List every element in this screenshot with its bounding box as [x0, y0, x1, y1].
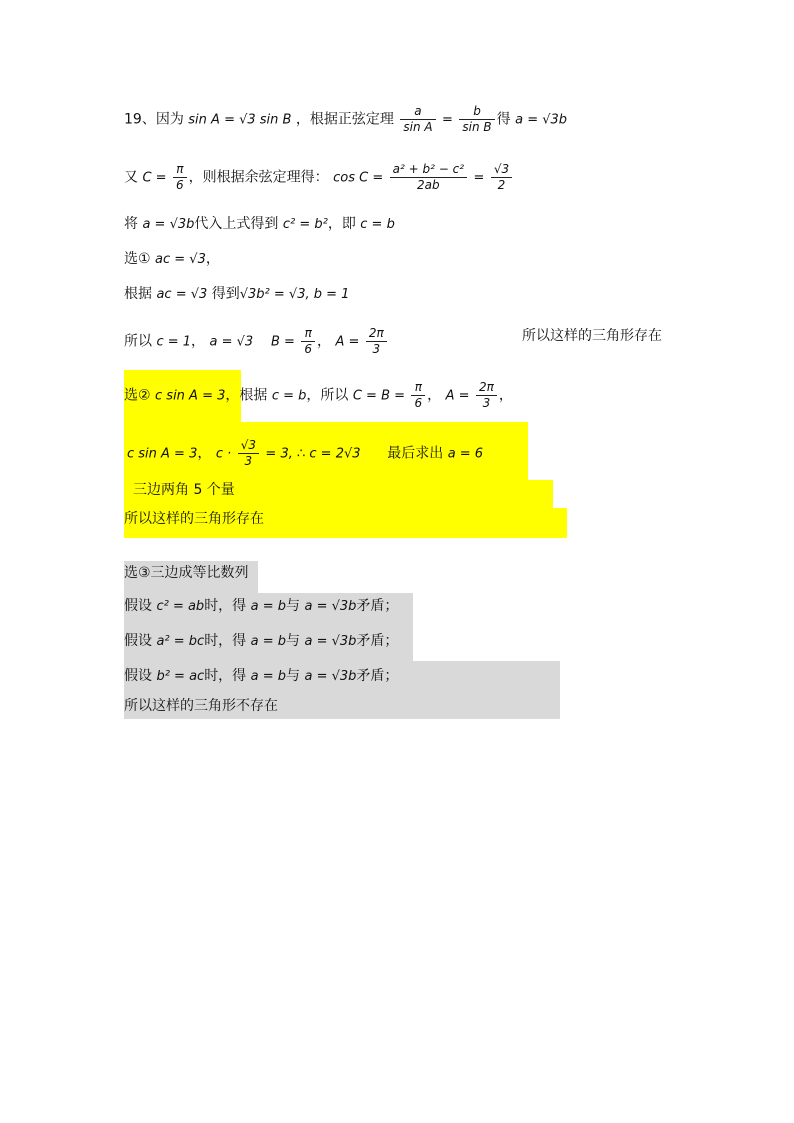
fraction-sqrt3-over-3: $\frac{√3}{3}$: [238, 438, 259, 469]
conclusion-text: 所以这样的三角形存在: [124, 511, 264, 527]
line-8: c sin A = 3， c · $\frac{√3}{3}$ = 3, ∴ c = 2√3 最后求出 a = 6: [127, 438, 484, 468]
problem-number: 19、: [124, 111, 156, 128]
conclusion-text: 所以这样的三角形不存在: [124, 698, 278, 714]
text: ，所以: [306, 387, 349, 404]
fraction-pi-over-6: $\frac{\pi}{6}$: [411, 380, 425, 411]
fraction-sqrt3-over-2: $\frac{√3}{2}$: [491, 162, 512, 193]
equation: c = 1: [156, 334, 192, 350]
equation: sin A = √3 sin B: [188, 112, 292, 128]
line-4: [124, 249, 220, 270]
equation: c² = b²: [282, 217, 328, 232]
line-12: [124, 596, 398, 617]
line-6-right: [522, 326, 662, 346]
line-15: [124, 696, 278, 716]
text: 三边两角 5 个量: [133, 482, 235, 498]
text: 选③三边成等比数列: [124, 565, 249, 581]
line-13: [124, 631, 398, 652]
equation: = 3, ∴ c = 2√3: [265, 446, 361, 462]
equation: B =: [270, 334, 295, 350]
fraction-cosine-law: $\frac{\text{a² + b² − c²}}{2ab}$: [390, 162, 467, 193]
equation: b² = ac: [156, 669, 205, 684]
equation: a = √3b: [515, 112, 568, 128]
equation: ac = √3: [155, 252, 206, 267]
line-11: [124, 563, 249, 583]
equation: a = b: [250, 599, 287, 614]
text: ，即: [327, 216, 356, 232]
text: 矛盾；: [356, 668, 399, 684]
text: 矛盾；: [356, 598, 399, 614]
text: 选①: [124, 251, 151, 267]
text: 代入上式得到: [194, 216, 279, 232]
text: 时，得: [204, 633, 247, 649]
conclusion-text: 所以这样的三角形存在: [522, 328, 662, 344]
line-14: [124, 666, 398, 687]
fraction-2pi-over-3: $\frac{2\pi}{3}$: [476, 380, 497, 411]
text: 与: [286, 633, 301, 649]
text: 根据: [124, 286, 152, 302]
fraction-a-over-sinA: $\frac{a}{\text{sin A}}$: [400, 104, 435, 135]
equation: c sin A = 3: [155, 388, 226, 404]
text: 所以: [124, 333, 152, 350]
text: 时，得: [204, 668, 247, 684]
equation: cos C =: [333, 170, 384, 186]
equation: √3b² = √3, b = 1: [239, 287, 350, 302]
equation: c = b: [360, 217, 395, 232]
line-9: [133, 480, 235, 500]
equation: c sin A = 3: [127, 446, 198, 462]
equation: A =: [335, 334, 360, 350]
text: 假设: [124, 633, 152, 649]
equation: a = √3b: [142, 217, 195, 232]
text: ，则根据余弦定理得：: [188, 169, 329, 186]
equation: a = √3b: [304, 599, 357, 614]
text: 因为: [155, 111, 184, 128]
line-7: 选② c sin A = 3，根据 c = b，所以 C = B = $\frac{\pi}{6}$ ， A = $\frac{2\pi}{3}$ ，: [124, 380, 513, 410]
fraction-2pi-over-3: $\frac{2\pi}{3}$: [366, 326, 387, 357]
text: 选②: [124, 387, 151, 404]
text: 得: [496, 111, 511, 128]
equation: ac = √3: [156, 287, 208, 302]
line-6: 所以 c = 1， a = √3 B = $\frac{\pi}{6}$ ， A = $\frac{2\pi}{3}$: [124, 326, 389, 357]
fraction-pi-over-6: $\frac{\pi}{6}$: [173, 162, 187, 193]
equation: a = b: [250, 669, 287, 684]
text: 最后求出: [387, 445, 444, 462]
equation: a = 6: [447, 446, 484, 462]
equation: c ·: [215, 446, 232, 462]
line-1: 19、因为 sin A = √3 sin B ，根据正弦定理 $\frac{a}{\text{sin A}}$ = $\frac{b}{\text{sin B}}$ 得 a = √3b: [124, 104, 568, 134]
equation: C =: [142, 170, 167, 186]
equation: a = √3: [209, 334, 254, 350]
equation: c = b: [271, 388, 307, 404]
equation: c² = ab: [156, 599, 205, 614]
fraction-b-over-sinB: $\frac{b}{\text{sin B}}$: [459, 104, 494, 135]
equation: a = b: [250, 634, 287, 649]
equation: C = B =: [352, 388, 406, 404]
text: 时，得: [204, 598, 247, 614]
text: ，根据正弦定理: [295, 111, 394, 128]
line-10: [124, 509, 264, 529]
fraction-pi-over-6: $\frac{\pi}{6}$: [301, 326, 315, 357]
text: 假设: [124, 668, 152, 684]
text: 得到: [211, 286, 240, 302]
text: 又: [124, 169, 138, 186]
text: 与: [286, 598, 301, 614]
line-2: 又 C = $\frac{\pi}{6}$ ，则根据余弦定理得： cos C = $\frac{\text{a² + b² − c²}}{2ab}$ = $\frac{√3}{2}$: [124, 162, 514, 193]
equation: A =: [445, 388, 470, 404]
equation: a² = bc: [156, 634, 205, 649]
text: ，根据: [225, 387, 268, 404]
equation: a = √3b: [304, 669, 357, 684]
text: 矛盾；: [356, 633, 399, 649]
line-5: [124, 284, 349, 305]
equation: a = √3b: [304, 634, 357, 649]
text: 假设: [124, 598, 152, 614]
text: ，: [205, 251, 220, 267]
line-3: [124, 214, 395, 235]
text: 将: [124, 216, 138, 232]
text: 与: [286, 668, 301, 684]
